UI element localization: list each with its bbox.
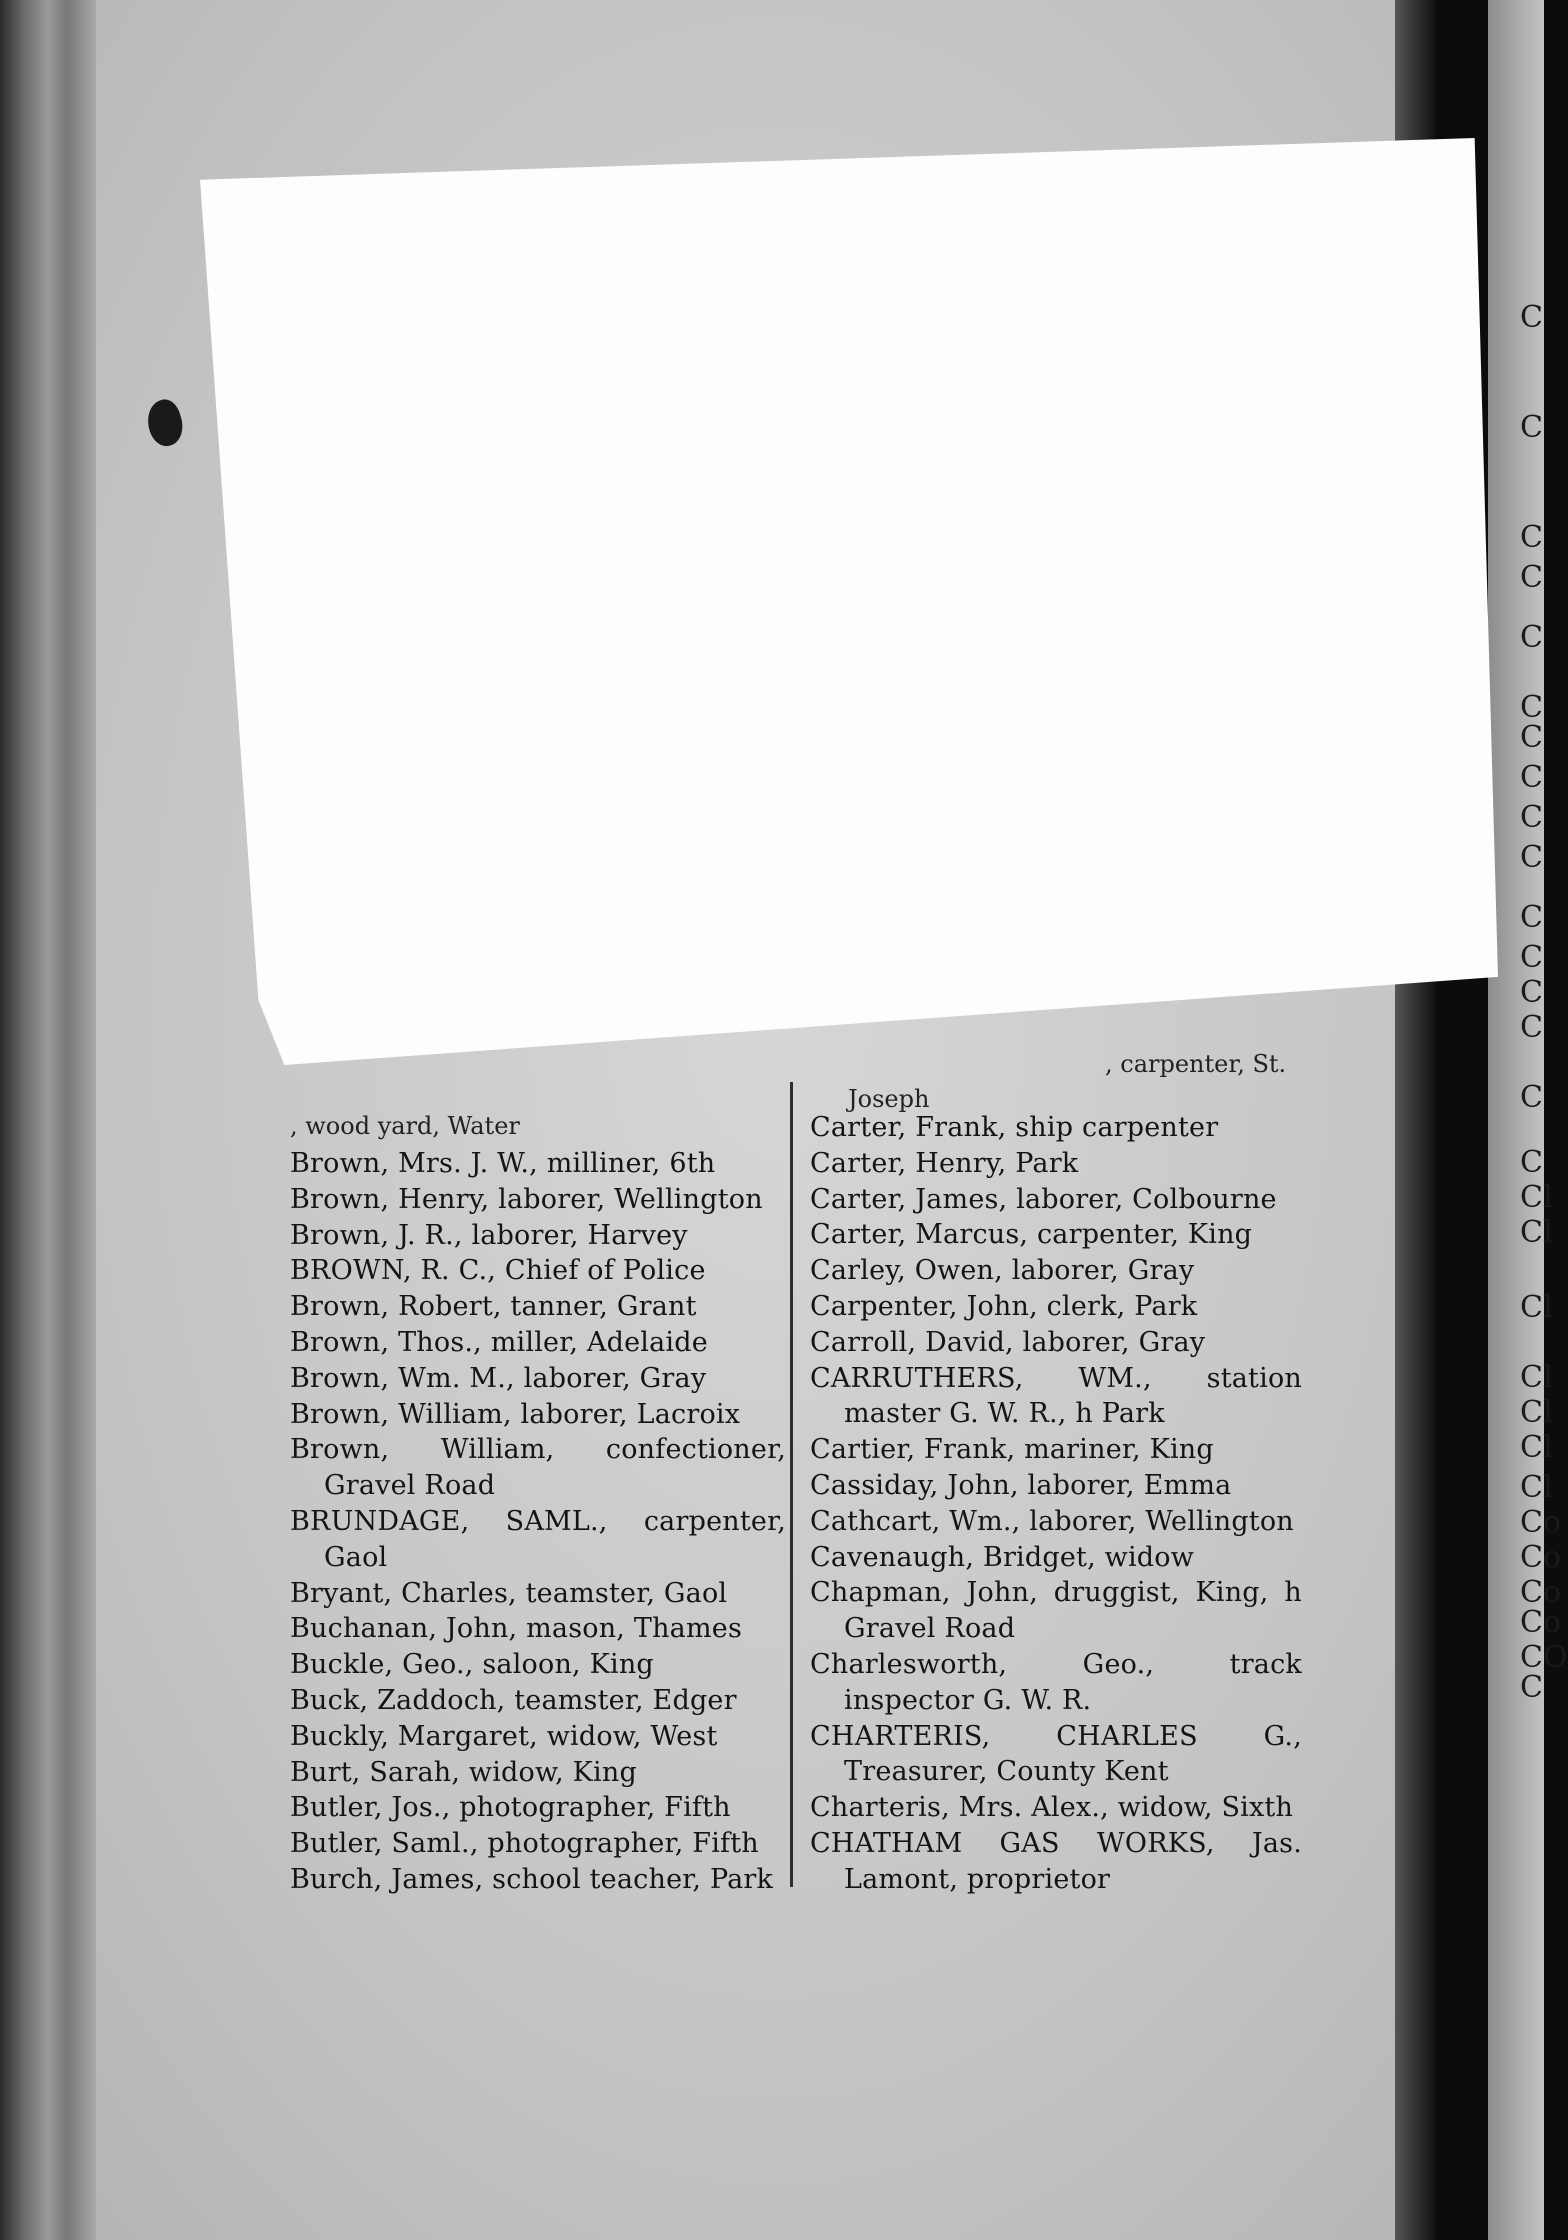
directory-entry: Burch, James, school teacher, Park — [290, 1863, 774, 1895]
facing-page-letter: Co — [1520, 1575, 1562, 1610]
directory-entry: Carpenter, John, clerk, Park — [810, 1290, 1198, 1322]
directory-entry: Brown, Mrs. J. W., milliner, 6th — [290, 1148, 716, 1179]
facing-page-letter: C — [1520, 720, 1543, 755]
directory-entry: Brown, J. R., laborer, Harvey — [290, 1219, 688, 1251]
directory-column-left — [290, 1146, 786, 1898]
directory-entry: Cassiday, John, laborer, Emma — [810, 1469, 1232, 1501]
directory-entry: Butler, Saml., photographer, Fifth — [290, 1828, 759, 1860]
directory-entry: CARRUTHERS, WM., station master G. W. R., h Park — [810, 1362, 1302, 1430]
facing-page-letter: C — [1520, 800, 1543, 835]
directory-entry: Bryant, Charles, teamster, Gaol — [290, 1577, 728, 1609]
facing-page-letter: C — [1520, 840, 1543, 875]
facing-page-letter: C — [1520, 1145, 1543, 1180]
facing-page-letter: Cl — [1520, 1215, 1553, 1250]
directory-entry: Buckly, Margaret, widow, West — [290, 1720, 718, 1752]
directory-entry: CHATHAM GAS WORKS, Jas. Lamont, proprietor — [810, 1827, 1302, 1895]
facing-page-letter: C — [1520, 1080, 1543, 1115]
facing-page-letter: C — [1520, 520, 1543, 555]
directory-entry: Cathcart, Wm., laborer, Wellington — [810, 1505, 1294, 1537]
facing-page-letter: C — [1520, 900, 1543, 935]
facing-page-letter: C — [1520, 1010, 1543, 1045]
directory-entry: BRUNDAGE, SAML., carpenter, Gaol — [290, 1505, 786, 1573]
facing-page-letter: Cl — [1520, 1430, 1553, 1465]
directory-entry: Carroll, David, laborer, Gray — [810, 1326, 1206, 1358]
facing-page-letter: C — [1520, 690, 1543, 725]
directory-entry: Brown, Robert, tanner, Grant — [290, 1291, 697, 1323]
directory-entry: Charteris, Mrs. Alex., widow, Sixth — [810, 1792, 1294, 1824]
directory-entry: Butler, Jos., photographer, Fifth — [290, 1792, 731, 1824]
facing-page-letter: Cl — [1520, 1395, 1553, 1430]
directory-entry: Carter, Henry, Park — [810, 1147, 1079, 1179]
facing-page-letter: C — [1520, 620, 1543, 655]
facing-page-letter: CO — [1520, 1640, 1568, 1675]
directory-entry: Carley, Owen, laborer, Gray — [810, 1255, 1195, 1287]
directory-entry: Cartier, Frank, mariner, King — [810, 1434, 1214, 1466]
directory-entry: Buck, Zaddoch, teamster, Edger — [290, 1684, 737, 1716]
directory-entry: CHARTERIS, CHARLES G., Treasurer, County Kent — [810, 1720, 1302, 1788]
pasted-blank-paper — [200, 138, 1498, 1065]
directory-entry: Brown, William, laborer, Lacroix — [290, 1398, 741, 1430]
ink-blot — [142, 396, 189, 450]
facing-page-letter: Cl — [1520, 1290, 1553, 1325]
directory-entry: Brown, Wm. M., laborer, Gray — [290, 1362, 707, 1394]
directory-entry: BROWN, R. C., Chief of Police — [290, 1255, 706, 1287]
facing-page-letter: Co — [1520, 1540, 1562, 1575]
partial-entry-left: , wood yard, Water — [290, 1112, 520, 1140]
directory-entry: Chapman, John, druggist, King, h Gravel Road — [810, 1577, 1302, 1645]
directory-entry: Carter, Frank, ship carpenter — [810, 1112, 1219, 1143]
facing-page-letter: C — [1520, 1670, 1543, 1705]
directory-column-right — [810, 1110, 1302, 1898]
facing-page-letters — [1520, 0, 1568, 2240]
directory-entry: Carter, James, laborer, Colbourne — [810, 1183, 1277, 1215]
facing-page-letter: C — [1520, 410, 1543, 445]
directory-entry: Cavenaugh, Bridget, widow — [810, 1541, 1195, 1573]
directory-entry: Carter, Marcus, carpenter, King — [810, 1219, 1253, 1251]
facing-page-letter: C — [1520, 760, 1543, 795]
facing-page-letter: Cl — [1520, 1180, 1553, 1215]
directory-entry: Charlesworth, Geo., track inspector G. W. R. — [810, 1648, 1302, 1716]
facing-page-letter: C — [1520, 975, 1543, 1010]
facing-page-letter: C — [1520, 300, 1543, 335]
directory-entry: Buckle, Geo., saloon, King — [290, 1649, 654, 1681]
facing-page-letter: Cl — [1520, 1470, 1553, 1505]
partial-entry-right-cont: Joseph — [848, 1085, 930, 1113]
directory-entry: Buchanan, John, mason, Thames — [290, 1613, 742, 1645]
facing-page-letter: C — [1520, 560, 1543, 595]
column-divider — [790, 1082, 793, 1887]
facing-page-letter: Co — [1520, 1505, 1562, 1540]
directory-entry: Brown, Henry, laborer, Wellington — [290, 1183, 763, 1215]
partial-entry-right: , carpenter, St. — [1105, 1050, 1287, 1078]
directory-entry: Burt, Sarah, widow, King — [290, 1756, 637, 1788]
book-binding — [0, 0, 96, 2240]
directory-entry: Brown, William, confectioner, Gravel Road — [290, 1434, 786, 1502]
facing-page-letter: Co — [1520, 1605, 1562, 1640]
directory-entry: Brown, Thos., miller, Adelaide — [290, 1326, 708, 1358]
facing-page-letter: Cl — [1520, 1360, 1553, 1395]
facing-page-letter: C — [1520, 940, 1543, 975]
